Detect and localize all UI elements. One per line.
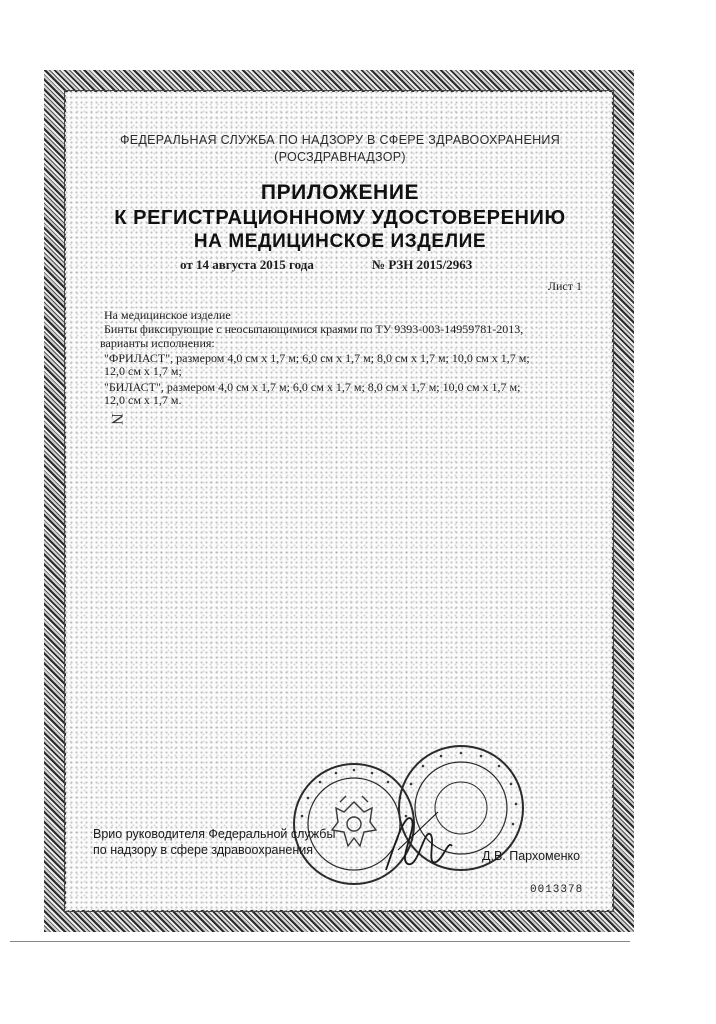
signatory-title-line-2: по надзору в сфере здравоохранения [93, 843, 313, 857]
variant-1-line-1: "ФРИЛАСТ", размером 4,0 см х 1,7 м; 6,0 см х 1,7 м; 8,0 см х 1,7 м; 10,0 см х 1,7 м; [104, 351, 530, 365]
document-subtitle-1: К РЕГИСТРАЦИОННОМУ УДОСТОВЕРЕНИЮ [114, 207, 566, 229]
body-variants-label: варианты исполнения: [100, 336, 215, 350]
sheet-number: Лист 1 [547, 279, 582, 293]
handwritten-signature [378, 800, 458, 880]
signatory-name: Д.В. Пархоменко [482, 849, 581, 863]
agency-abbrev: (РОСЗДРАВНАДЗОР) [274, 150, 406, 164]
variant-2-line-1: "БИЛАСТ", размером 4,0 см х 1,7 м; 6,0 см х 1,7 м; 8,0 см х 1,7 м; 10,0 см х 1,7 м; [104, 380, 521, 394]
body-product: Бинты фиксирующие с неосыпающимися краями по ТУ 9393-003-14959781-2013, [104, 322, 524, 336]
signatory-title-line-1: Врио руководителя Федеральной службы [93, 827, 336, 841]
registration-date: от 14 августа 2015 года [180, 257, 314, 272]
serial-number: 0013378 [530, 884, 584, 896]
document-subtitle-2: НА МЕДИЦИНСКОЕ ИЗДЕЛИЕ [193, 231, 487, 252]
body-intro: На медицинское изделие [104, 308, 231, 322]
variant-2-line-2: 12,0 см х 1,7 м. [104, 393, 182, 407]
scan-edge-line [10, 941, 630, 942]
agency-name: ФЕДЕРАЛЬНАЯ СЛУЖБА ПО НАДЗОРУ В СФЕРЕ ЗДРАВООХРАНЕНИЯ [119, 133, 561, 147]
variant-1-line-2: 12,0 см х 1,7 м; [104, 364, 182, 378]
document-title: ПРИЛОЖЕНИЕ [260, 181, 420, 204]
z-mark: N [107, 413, 125, 425]
registration-number: № РЗН 2015/2963 [372, 257, 473, 272]
